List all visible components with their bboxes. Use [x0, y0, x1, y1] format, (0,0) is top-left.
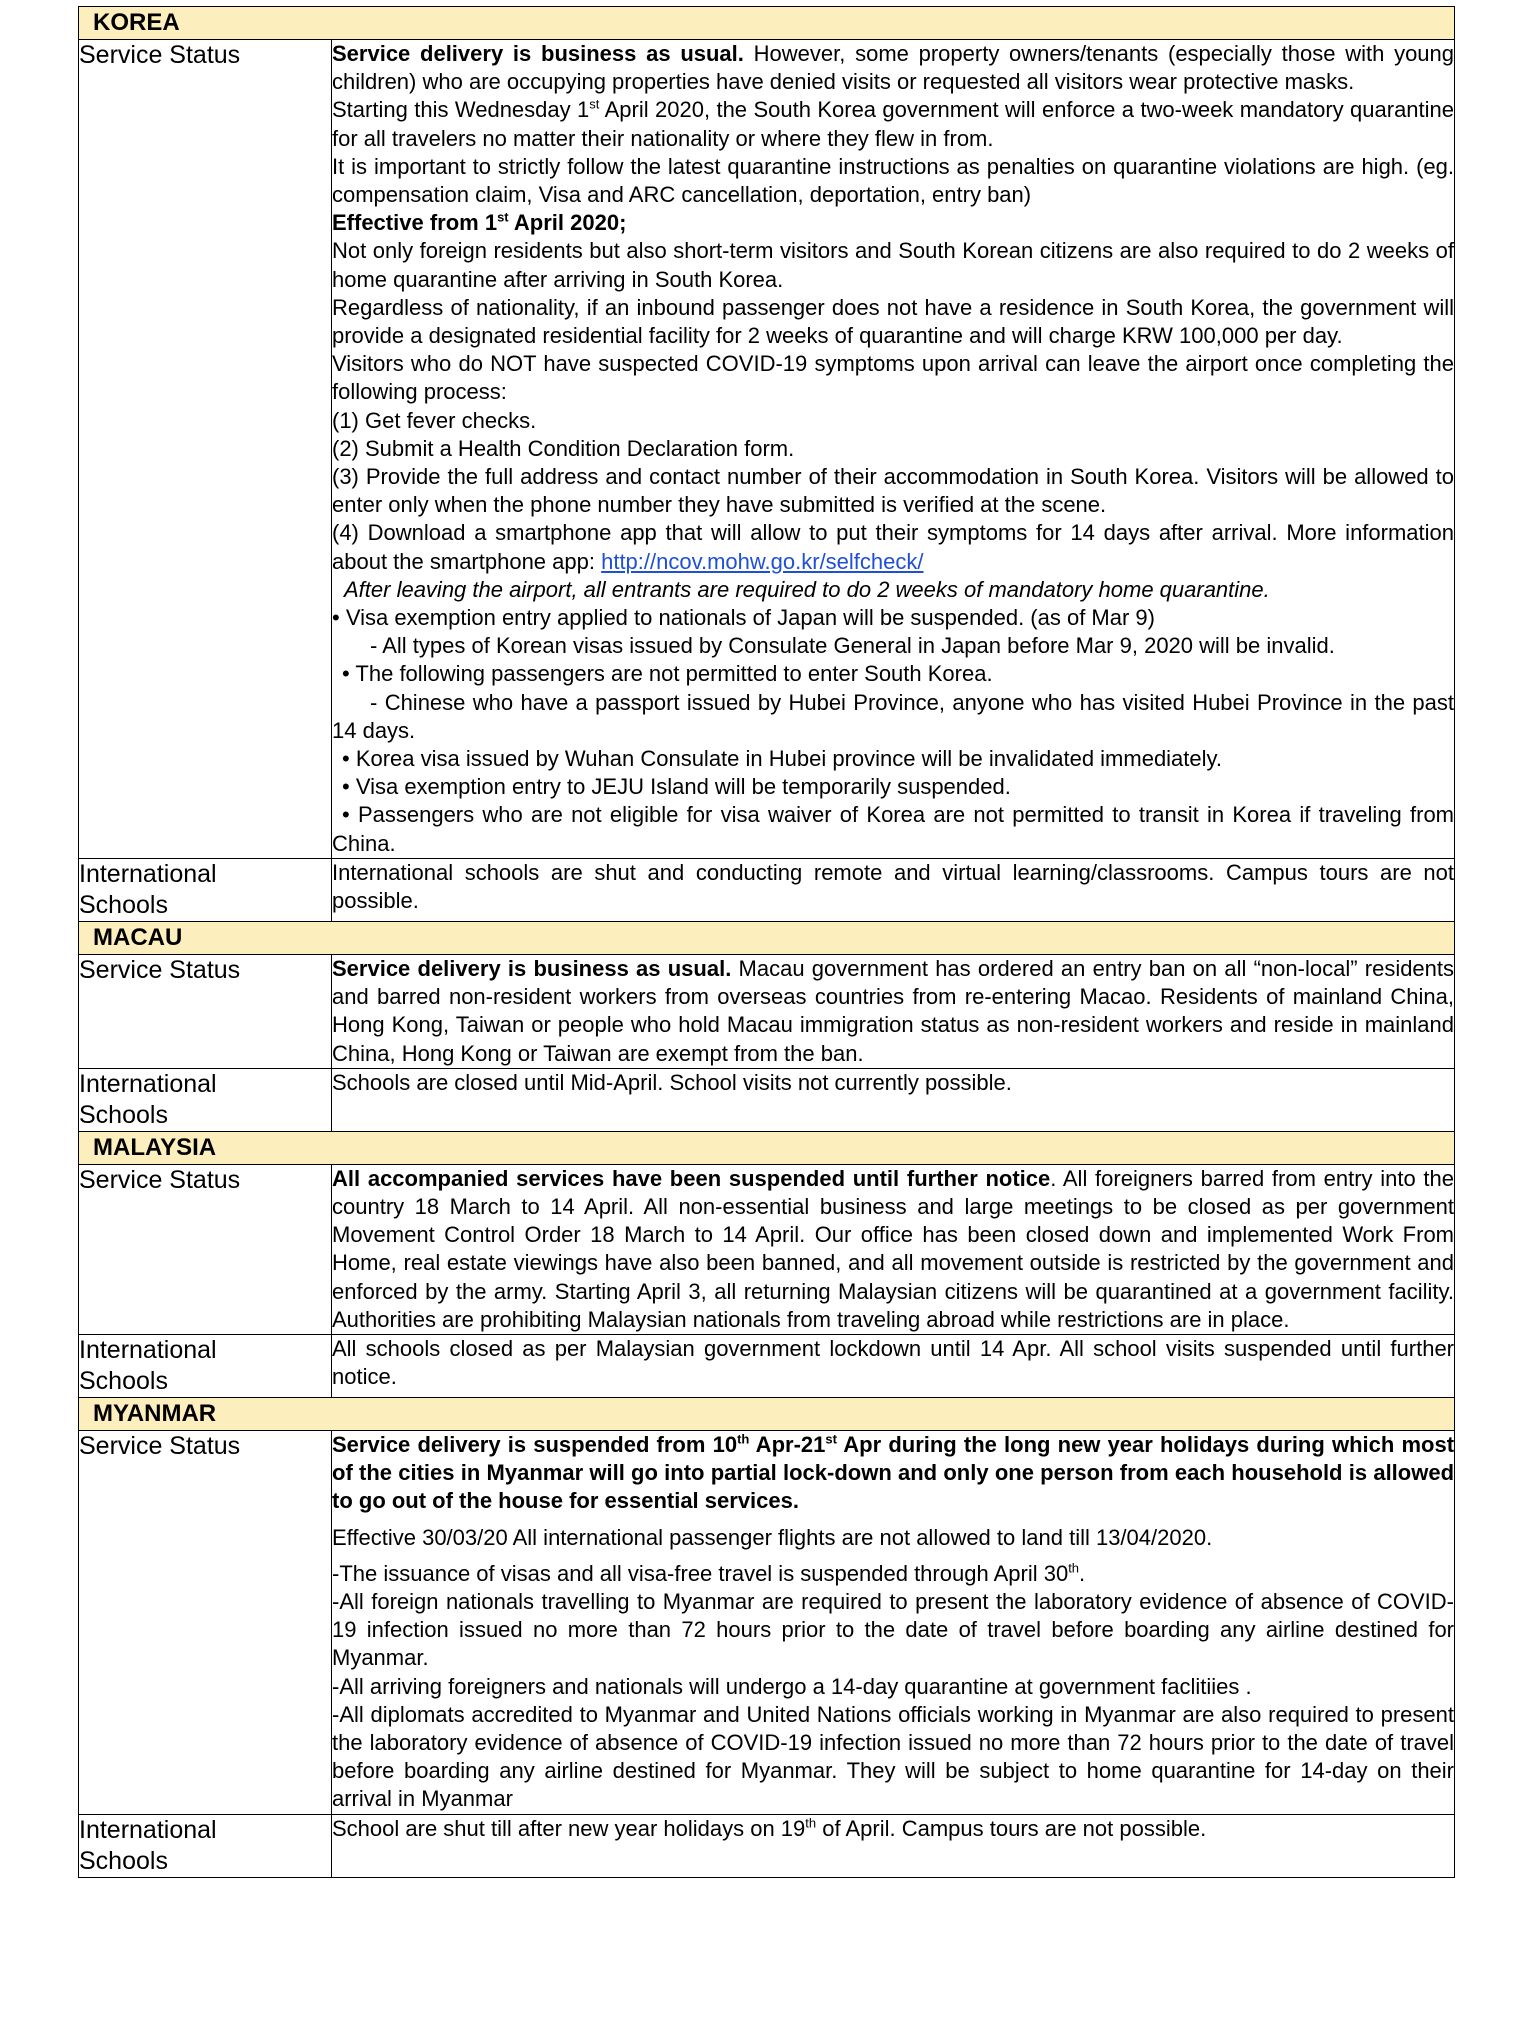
country-name: KOREA [79, 7, 1455, 40]
text: April 2020; [508, 210, 627, 236]
effective-heading [332, 209, 1454, 237]
label-line: International [79, 1815, 217, 1844]
text: . [1079, 1560, 1086, 1586]
country-name: MACAU [79, 921, 1455, 954]
label-line: International [79, 1335, 217, 1364]
paragraph: Regardless of nationality, if an inbound passenger does not have a residence in South Korea, the government will provide a designated residential facility for 2 weeks of quarantine and will charge KRW 100,000 per day. [332, 294, 1455, 349]
paragraph [332, 40, 1454, 96]
superscript: st [497, 209, 509, 225]
bold-lead [332, 1431, 1454, 1516]
country-header-korea [79, 7, 1455, 40]
label-line: Schools [79, 890, 168, 919]
text: -The issuance of visas and all visa-free travel is suspended through April 30 [332, 1560, 1069, 1586]
bullet-item: • The following passengers are not permitted to enter South Korea. [342, 661, 993, 687]
table-row [79, 858, 1455, 921]
text: Service delivery is suspended from 10 [332, 1431, 738, 1457]
bullet-item: • Visa exemption entry to JEJU Island will be temporarily suspended. [342, 774, 1011, 800]
row-label-international-schools [79, 1814, 332, 1877]
italic-note: After leaving the airport, all entrants are required to do 2 weeks of mandatory home quarantine. [344, 576, 1270, 602]
step-item: (1) Get fever checks. [332, 407, 537, 433]
text: Apr during the long new year holidays during which most of the cities in Myanmar will go into partial lock-down and only one person from each household is allowed to go out of the house for essential services. [332, 1431, 1455, 1514]
country-name: MALAYSIA [79, 1131, 1455, 1164]
table-row [79, 954, 1455, 1068]
label-line: International [79, 1069, 217, 1098]
table-row [79, 1068, 1455, 1131]
schools-status-macau: Schools are closed until Mid-April. School visits not currently possible. [332, 1068, 1455, 1131]
row-label-service-status: Service Status [79, 1430, 332, 1814]
row-label-service-status: Service Status [79, 954, 332, 1068]
table-row [79, 1430, 1455, 1814]
bullet-item: • Korea visa issued by Wuhan Consulate in Hubei province will be invalidated immediately. [342, 746, 1223, 772]
service-status-myanmar [332, 1430, 1455, 1814]
service-status-korea [332, 40, 1455, 859]
paragraph: -All arriving foreigners and nationals will undergo a 14-day quarantine at government faclitiies . [332, 1673, 1252, 1699]
label-line: Schools [79, 1846, 168, 1875]
paragraph: -All foreign nationals travelling to Myanmar are required to present the laboratory evidence of absence of COVID-19 infection issued no more than 72 hours prior to the date of travel before boarding any airline destined for Myanmar. [332, 1588, 1455, 1671]
text: of April. Campus tours are not possible. [816, 1815, 1207, 1841]
row-label-service-status: Service Status [79, 40, 332, 859]
text: School are shut till after new year holidays on 19 [332, 1815, 806, 1841]
table-row [79, 1814, 1455, 1877]
step-item: (2) Submit a Health Condition Declaration form. [332, 435, 795, 461]
text: Macau government has ordered an entry ban on all “non-local” residents and barred non-resident workers from overseas countries from re-entering Macao. Residents of mainland China, Hong Kong, Taiwan or people who hold Macau immigration status as non-resident workers and reside in mainland China, Hong Kong or Taiwan are exempt from the ban. [332, 955, 1455, 1066]
schools-status-myanmar [332, 1814, 1455, 1877]
superscript: th [805, 1815, 817, 1831]
paragraph: -All diplomats accredited to Myanmar and United Nations officials working in Myanmar are also required to present the laboratory evidence of absence of COVID-19 infection issued no more than 72 hours prior to the date of travel before boarding any airline destined for Myanmar. They will be subject to home quarantine for 14-day on their arrival in Myanmar [332, 1701, 1455, 1812]
row-label-international-schools [79, 1334, 332, 1397]
service-status-malaysia [332, 1164, 1455, 1334]
text: Effective from 1 [332, 210, 498, 236]
service-status-macau [332, 954, 1455, 1068]
text: . All foreigners barred from entry into the country 18 March to 14 April. All non-essential business and large meetings to be closed as per government Movement Control Order 18 March to 14 April. Our office has been closed down and implemented Work From Home, real estate viewings have also been banned, and all movement outside is restricted by the government and enforced by the army. Starting April 3, all returning Malaysian citizens will be quarantined at a government facility. Authorities are prohibiting Malaysian nationals from traveling abroad while restrictions are in place. [332, 1165, 1455, 1332]
table-row [79, 40, 1455, 859]
schools-status-korea: International schools are shut and conducting remote and virtual learning/classrooms. Campus tours are not possible. [332, 858, 1455, 921]
paragraph: Not only foreign residents but also short-term visitors and South Korean citizens are also required to do 2 weeks of home quarantine after arriving in South Korea. [332, 238, 1455, 292]
bullet-item: • Passengers who are not eligible for visa waiver of Korea are not permitted to transit in Korea if traveling from China. [332, 802, 1455, 856]
text: However, some property owners/tenants (especially those with young children) who are occupying properties have denied visits or requested all visitors wear protective masks. [332, 41, 1455, 95]
step-item: (3) Provide the full address and contact number of their accommodation in South Korea. Visitors will be allowed to enter only when the phone number they have submitted is verified at the scene. [332, 464, 1455, 518]
bullet-item: • Visa exemption entry applied to nationals of Japan will be suspended. (as of Mar 9) [332, 605, 1155, 631]
paragraph: Visitors who do NOT have suspected COVID-19 symptoms upon arrival can leave the airport once completing the following process: [332, 351, 1455, 405]
text: (4) Download a smartphone app that will allow to put their symptoms for 14 days after arrival. More information about the smartphone app: [332, 520, 1455, 574]
text: April 2020, the South Korea government will enforce a two-week mandatory quarantine for all travelers no matter their nationality or where they flew in from. [332, 97, 1455, 151]
text: Starting this Wednesday 1 [332, 97, 590, 123]
country-header-macau [79, 921, 1455, 954]
sub-bullet-item: - Chinese who have a passport issued by Hubei Province, anyone who has visited Hubei Province in the past 14 days. [332, 689, 1455, 743]
row-label-international-schools [79, 858, 332, 921]
country-header-myanmar [79, 1397, 1455, 1430]
superscript: st [589, 97, 600, 113]
country-header-malaysia [79, 1131, 1455, 1164]
paragraph [332, 96, 1454, 152]
label-line: Schools [79, 1366, 168, 1395]
row-label-service-status: Service Status [79, 1164, 332, 1334]
paragraph: It is important to strictly follow the latest quarantine instructions as penalties on quarantine violations are high. (eg. compensation claim, Visa and ARC cancellation, deportation, entry ban) [332, 153, 1455, 208]
row-label-international-schools [79, 1068, 332, 1131]
bold-lead: Service delivery is business as usual. [332, 955, 732, 981]
step-item [332, 519, 1454, 575]
bold-lead: Service delivery is business as usual. [332, 41, 744, 66]
paragraph [332, 1560, 1454, 1588]
table-row [79, 1334, 1455, 1397]
superscript: st [825, 1431, 837, 1447]
bold-lead: All accompanied services have been suspended until further notice [332, 1165, 1051, 1191]
superscript: th [1068, 1560, 1080, 1576]
superscript: th [737, 1431, 750, 1447]
label-line: Schools [79, 1100, 168, 1129]
schools-status-malaysia: All schools closed as per Malaysian government lockdown until 14 Apr. All school visits suspended until further notice. [332, 1334, 1455, 1397]
selfcheck-link[interactable]: http://ncov.mohw.go.kr/selfcheck/ [601, 548, 924, 574]
country-status-table [78, 6, 1455, 1878]
label-line: International [79, 859, 217, 888]
paragraph: Effective 30/03/20 All international passenger flights are not allowed to land till 13/04/2020. [332, 1524, 1213, 1550]
country-name: MYANMAR [79, 1397, 1455, 1430]
text: Apr-21 [749, 1431, 826, 1457]
table-row [79, 1164, 1455, 1334]
sub-bullet-item: - All types of Korean visas issued by Consulate General in Japan before Mar 9, 2020 will be invalid. [370, 633, 1335, 659]
